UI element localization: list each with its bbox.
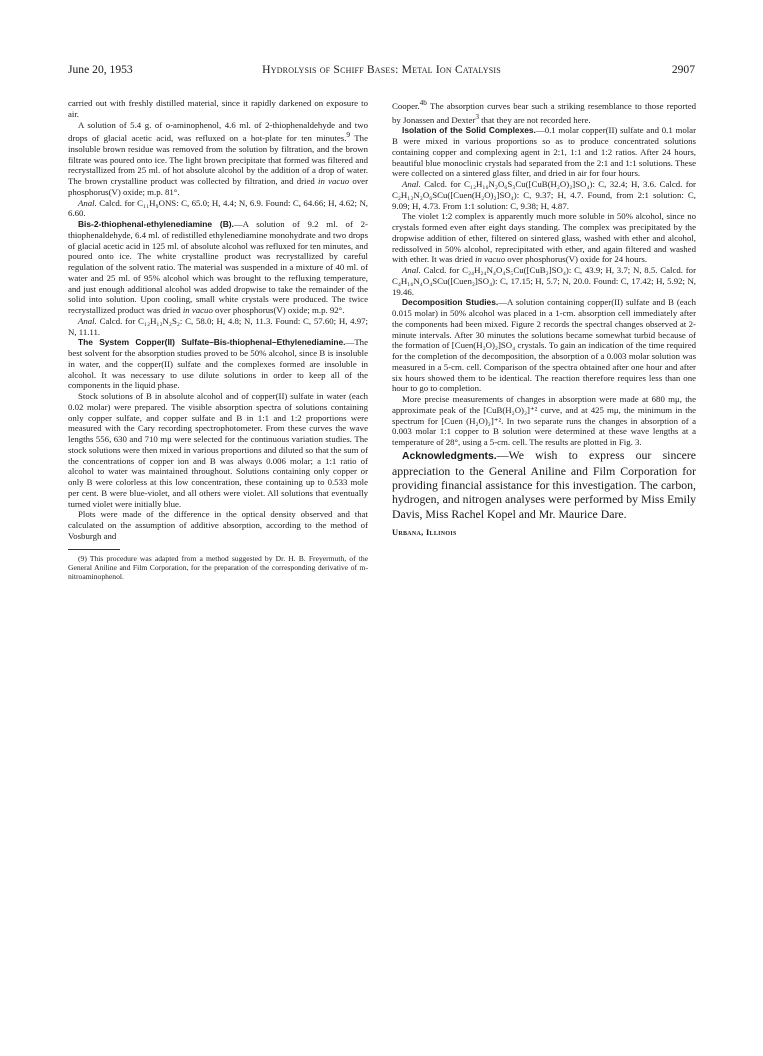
section-heading: Decomposition Studies. [402,297,499,308]
paragraph: More precise measurements of changes in absorption were made at 680 mμ, the approximate peak of the [CuB(H₂O)₂]⁺² curve, and at 425 mμ, the minimum in the spectrum for [Cuen (H₂O)₂]⁺². In two separate runs the changes in absorption of a 0.003 molar 1:1 copper to B solution were determined at these wave lengths at a temperature of 28°, using a 5-cm. cell. The results are plotted in Fig. 3. [392,394,696,448]
acknowledgments-heading: Acknowledgments. [402,450,497,462]
reference-mark: 3 [475,111,479,121]
paragraph: A solution of 5.4 g. of o-aminophenol, 4.6 ml. of 2-thiophenaldehyde and two drops of glacial acetic acid, was refluxed on a hot-plate for ten minutes.$^9$ The insoluble brown residue was removed from the solution by filtration, and the brown filtrate was poured onto ice. The light brown precipitate that formed was filtered and recrystallized from 25 ml. of hot absolute alcohol by the addition of a drop of water. The brown crystalline product was collected by filtration, and dried in vacuo over phosphorus(V) oxide; m.p. 81°. [68,119,368,197]
paragraph: The violet 1:2 complex is apparently much more soluble in 50% alcohol, since no crystals formed even after eight days standing. The complex was precipitated by the dropwise addition of ether, filtered on sintered glass, washed with ether and alcohol, redissolved in 50% alcohol, reprecipitated with ether, and again filtered and washed with ether. It was dried in vacuo over phosphorus(V) oxide for 24 hours. [392,211,696,265]
analysis-line: Anal. Calcd. for C₁₂H₁₆N₂O₆S₃Cu([CuB(H₂O)₂]SO₄): C, 32.4; H, 3.6. Calcd. for C₂H₁₂N₂O₆SCu([Cuen(H₂O)₂]SO₄): C, 9.37; H, 4.7. Found, from 2:1 solution: C, 9.09; H, 4.73. From 1:1 solution: C, 9.38; H, 4.87. [392,179,696,211]
footnote: (9) This procedure was adapted from a method suggested by Dr. H. B. Freyermuth, of the General Aniline and Film Corporation, for the preparation of the corresponding derivative of m-nitroaminophenol. [68,553,368,582]
section-paragraph: Decomposition Studies.—A solution containing copper(II) sulfate and B (each 0.015 molar) in 50% alcohol was placed in a 1-cm. absorption cell immediately after the components had been mixed. Figure 2 records the spectral changes observed at 2-minute intervals. After 30 minutes the solutions became somewhat turbid because of the formation of [Cuen(H₂O)₂]SO₄ crystals. To gain an indication of the time required for the completion of the decomposition, the absorption of a 0.003 molar solution was measured in a 5-cm. cell. Comparison of the spectra obtained after one hour and after six hours showed them to be identical. The reaction therefore requires less than one hour to go to completion. [392,297,696,394]
right-column [392,98,696,539]
footnote-divider [68,549,120,550]
section-paragraph: The System Copper(II) Sulfate–Bis-thiophenal–Ethylenediamine.—The best solvent for the absorption studies proved to be 50% alcohol, since B is insoluble in water, and the copper(II) sulfate and the complexes formed are insoluble in alcohol. It was necessary to use dilute solutions in order to keep all of the components in the liquid phase. [68,337,368,391]
page-header [68,62,695,78]
page-number: 2907 [671,63,695,76]
paragraph: Plots were made of the difference in the optical density observed and that calculated on the assumption of additive absorption, according to the method of Vosburgh and [68,509,368,541]
analysis-line: Anal. Calcd. for C₂₄H₂₄N₄O₄S₅Cu([CuB₂]SO₄): C, 43.9; H, 3.7; N, 8.5. Calcd. for C₄H₁₆N₄O₄SCu([Cuen₂]SO₄): C, 17.15; H, 5.7; N, 20.0. Found: C, 17.42; H, 5.92; N, 19.46. [392,265,696,297]
running-title: Hydrolysis of Schiff Bases: Metal Ion Catalysis [262,63,501,76]
reference-mark: 4b [419,98,427,107]
section-heading: Bis-2-thiophenal-ethylenediamine (B). [78,219,234,230]
paragraph: carried out with freshly distilled material, since it rapidly darkened on exposure to air. [68,98,368,119]
section-heading: The System Copper(II) Sulfate–Bis-thiophenal–Ethylenediamine. [78,337,346,348]
analysis-line: Anal. Calcd. for C₁₂H₁₂N₂S₂: C, 58.0; H, 4.8; N, 11.3. Found: C, 57.60; H, 4.97; N, 11.11. [68,315,368,337]
affiliation-signature: Urbana, Illinois [392,527,457,537]
footnote-ref: 9 [346,130,351,140]
analysis-line: Anal. Calcd. for C₁₁H₉ONS: C, 65.0; H, 4.4; N, 6.9. Found: C, 64.66; H, 4.62; N, 6.60. [68,197,368,219]
section-paragraph: Isolation of the Solid Complexes.—0.1 molar copper(II) sulfate and 0.1 molar B were mixed in various proportions so as to produce concentrated solutions containing copper and complexing agent in 2:1, 1:1 and 1:2 ratios. After 24 hours, beautiful blue monoclinic crystals had separated from the 2:1 and 1:1 solutions. These were collected on a sintered glass filter, and dried in air for four hours. [392,125,696,179]
paragraph: Cooper.$^{4b}$ The absorption curves bear such a striking resemblance to those reported by Jonassen and Dexter$^3$ that they are not recorded here. [392,98,696,125]
acknowledgments: Acknowledgments.—We wish to express our sincere appreciation to the General Aniline and Film Corporation for providing financial assistance for this investigation. The carbon, hydrogen, and nitrogen analyses were performed by Miss Emily Davis, Miss Rachel Kopel and Mr. Maurice Dare. [392,447,696,521]
left-column [68,98,368,582]
section-paragraph: Bis-2-thiophenal-ethylenediamine (B).—A solution of 9.2 ml. of 2-thiophenaldehyde, 6.4 ml. of redistilled ethylenediamine monohydrate and two drops of glacial acetic acid in 125 ml. of absolute alcohol was refluxed for ten minutes, and poured onto ice. The white crystalline product was recrystallized by careful regulation of the solvent ratio. The material was suspended in a mixture of 40 ml. of water and 25 ml. of 95% alcohol which was brought to the refluxing temperature, and just enough additional alcohol was added dropwise to take the remainder of the solid into solution. Upon cooling, small white crystals were produced. The twice recrystallized product was dried in vacuo over phosphorus(V) oxide; m.p. 92°. [68,219,368,316]
section-heading: Isolation of the Solid Complexes. [402,125,536,136]
paragraph: Stock solutions of B in absolute alcohol and of copper(II) sulfate in water (each 0.02 molar) were prepared. The visible absorption spectra of solutions containing only copper sulfate, and copper sulfate and B in 1:1 and 1:2 proportions were measured with the Cary recording spectrophotometer. From these curves the wave lengths 556, 630 and 710 mμ were selected for the continuous variation studies. The stock solutions were then mixed in various proportions and diluted so that the sum of the concentrations of copper ion and B was always 0.006 molar; a 1:1 ratio of alcohol to water was maintained throughout. Solutions containing only copper or only B were colorless at this low concentration, these containing up to 0.533 mole per cent. B were blue-violet, and all others were violet. All solutions that eventually turned violet were initially blue. [68,391,368,509]
header-date: June 20, 1953 [68,63,133,76]
